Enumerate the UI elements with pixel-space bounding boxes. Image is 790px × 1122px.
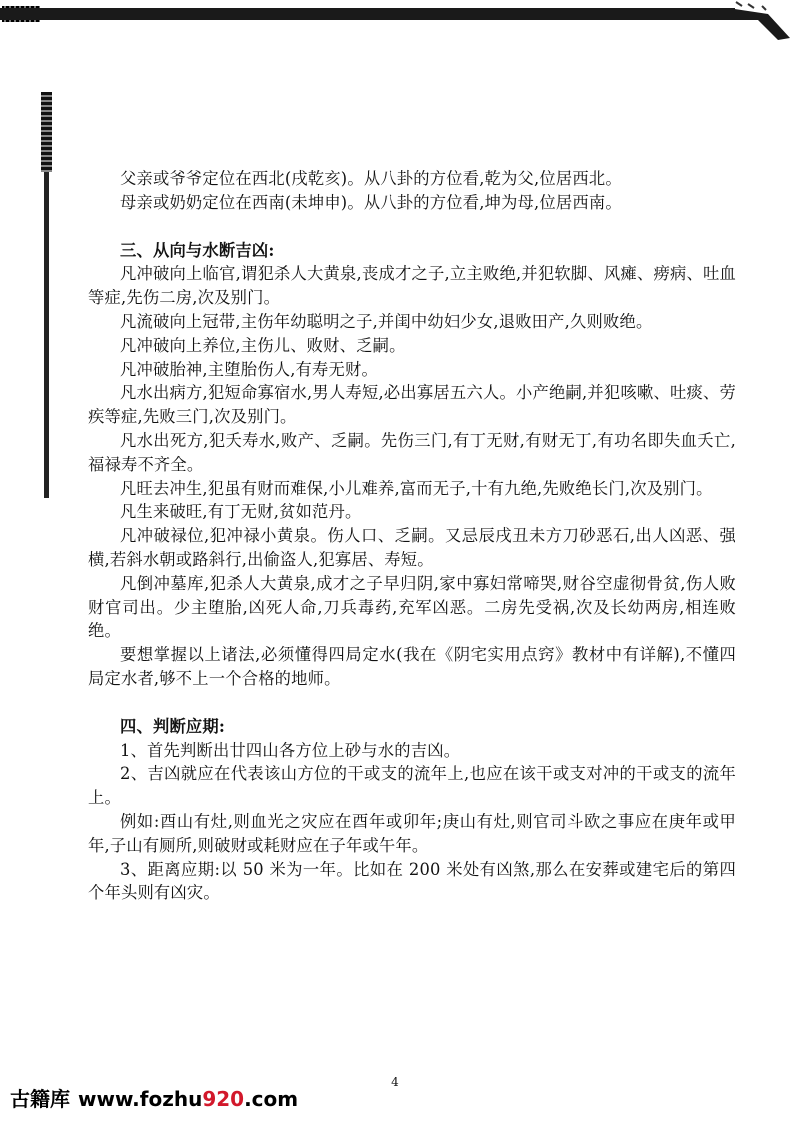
site-name: 古籍库 — [10, 1087, 70, 1111]
paragraph: 2、吉凶就应在代表该山方位的干或支的流年上,也应在该干或支对冲的干或支的流年上。 — [88, 764, 736, 808]
paragraph: 凡水出死方,犯夭寿水,败产、乏嗣。先伤三门,有丁无财,有财无丁,有功名即失血夭亡,福禄寿不齐全。 — [88, 430, 736, 474]
footer-url-prefix: www.fozhu — [78, 1087, 203, 1111]
section-heading: 四、判断应期: — [120, 716, 226, 736]
footer-url-number: 920 — [202, 1087, 245, 1111]
scan-black-bar — [0, 8, 735, 20]
paragraph: 凡冲破向上临官,谓犯杀人大黄泉,丧成才之子,立主败绝,并犯软脚、风瘫、痨病、吐血等症,先伤二房,次及别门。 — [88, 264, 736, 308]
section-heading: 三、从向与水断吉凶: — [120, 240, 275, 260]
page-number: 4 — [391, 1075, 399, 1089]
scan-corner-mark — [728, 0, 790, 44]
scan-top-edge — [0, 0, 790, 30]
footer-watermark — [10, 1084, 298, 1114]
paragraph: 要想掌握以上诸法,必须懂得四局定水(我在《阴宅实用点窍》教材中有详解),不懂四局定水者,够不上一个合格的地师。 — [88, 645, 736, 688]
paragraph: 3、距离应期:以 50 米为一年。比如在 200 米处有凶煞,那么在安葬或建宅后的第四个年头则有凶灾。 — [88, 859, 736, 903]
paragraph: 凡水出病方,犯短命寡宿水,男人寿短,必出寡居五六人。小产绝嗣,并犯咳嗽、吐痰、劳疾等症,先败三门,次及别门。 — [88, 383, 736, 427]
paragraph: 凡旺去冲生,犯虽有财而难保,小儿难养,富而无子,十有九绝,先败绝长门,次及别门。 — [120, 478, 713, 498]
paragraph: 凡生来破旺,有丁无财,贫如范丹。 — [120, 502, 362, 522]
paragraph: 凡倒冲墓库,犯杀人大黄泉,成才之子早归阴,家中寡妇常啼哭,财谷空虚彻骨贫,伤人败财官司出。少主堕胎,凶死人命,刀兵毒药,充军凶恶。二房先受祸,次及长幼两房,相连败绝。 — [88, 573, 736, 641]
binding-margin-mark — [44, 92, 49, 498]
document-body — [88, 167, 736, 905]
paragraph: 凡冲破向上养位,主伤儿、败财、乏嗣。 — [120, 335, 406, 355]
footer-url-suffix: .com — [244, 1087, 299, 1111]
paragraph: 母亲或奶奶定位在西南(未坤申)。从八卦的方位看,坤为母,位居西南。 — [120, 192, 622, 212]
paragraph: 凡流破向上冠带,主伤年幼聪明之子,并闺中幼妇少女,退败田产,久则败绝。 — [120, 311, 653, 331]
paragraph: 凡冲破胎神,主堕胎伤人,有寿无财。 — [120, 359, 378, 379]
paragraph: 凡冲破禄位,犯冲禄小黄泉。伤人口、乏嗣。又忌辰戌丑未方刀砂恶石,出人凶恶、强横,若斜水朝或路斜行,出偷盗人,犯寡居、寿短。 — [88, 526, 736, 569]
paragraph: 1、首先判断出廿四山各方位上砂与水的吉凶。 — [120, 740, 461, 760]
paragraph: 父亲或爷爷定位在西北(戌乾亥)。从八卦的方位看,乾为父,位居西北。 — [120, 169, 622, 188]
paragraph: 例如:酉山有灶,则血光之灾应在酉年或卯年;庚山有灶,则官司斗欧之事应在庚年或甲年,子山有厕所,则破财或耗财应在子年或午年。 — [88, 811, 736, 855]
